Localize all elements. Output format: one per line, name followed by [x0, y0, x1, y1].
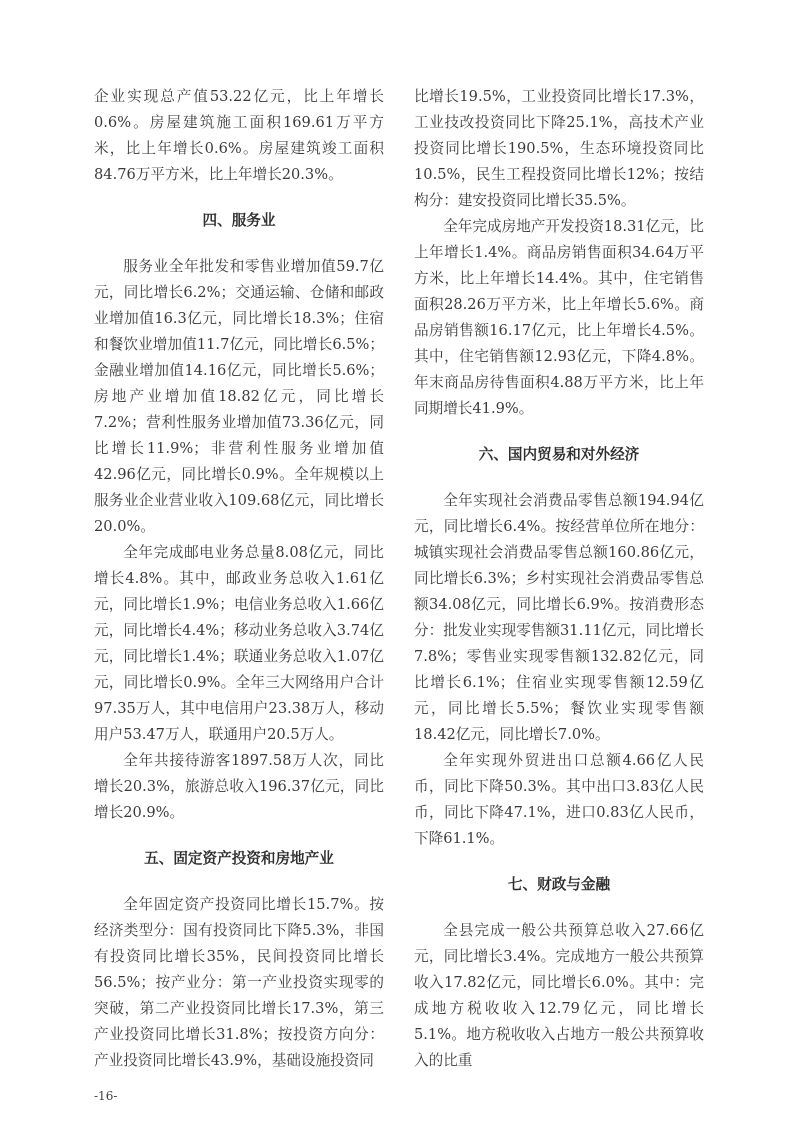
page-number: -16-: [94, 1089, 118, 1103]
section-heading-investment: 五、固定资产投资和房地产业: [144, 850, 334, 867]
paragraph-finance: 全县完成一般公共预算总收入27.66亿元，同比增长3.4%。完成地方一般公共预算收入17.82亿元，同比增长6.0%。其中：完成地方税收收入12.79亿元，同比增长5.1%。地方税收收入占地方一般公共预算收入的比重: [414, 922, 704, 1069]
paragraph-construction-continued: 企业实现总产值53.22亿元，比上年增长0.6%。房屋建筑施工面积169.61万平方米，比上年增长0.6%。房屋建筑竣工面积84.76万平方米，比上年增长20.3%。: [94, 88, 384, 183]
section-heading-finance: 七、财政与金融: [507, 876, 611, 893]
right-column: [414, 84, 704, 1074]
paragraph-services: 服务业全年批发和零售业增加值59.7亿元，同比增长6.2%；交通运输、仓储和邮政业增加值16.3亿元，同比增长18.3%；住宿和餐饮业增加值11.7亿元，同比增长6.5%；金融业增加值14.16亿元，同比增长5.6%；房地产业增加值18.82亿元，同比增长7.2%；营利性服务业增加值73.36亿元，同比增长11.9%；非营利性服务业增加值42.96亿元，同比增长0.9%。全年规模以上服务业企业营业收入109.68亿元，同比增长20.0%。: [94, 258, 384, 535]
paragraph-investment-continued: 比增长19.5%，工业投资同比增长17.3%，工业技改投资同比下降25.1%，高技术产业投资同比增长190.5%，生态环境投资同比10.5%，民生工程投资同比增长12%；按结构分：建安投资同比增长35.5%。: [414, 88, 704, 209]
paragraph-post-telecom: 全年完成邮电业务总量8.08亿元，同比增长4.8%。其中，邮政业务总收入1.61亿元，同比增长1.9%；电信业务总收入1.66亿元，同比增长4.4%；移动业务总收入3.74亿元，同比增长1.4%；联通业务总收入1.07亿元，同比增长0.9%。全年三大网络用户合计97.35万人，其中电信用户23.38万人，移动用户53.47万人，联通用户20.5万人。: [94, 544, 384, 743]
paragraph-real-estate: 全年完成房地产开发投资18.31亿元，比上年增长1.4%。商品房销售面积34.64万平方米，比上年增长14.4%。其中，住宅销售面积28.26万平方米，比上年增长5.6%。商品房销售额16.17亿元，比上年增长4.5%。其中，住宅销售额12.93亿元，下降4.8%。年末商品房待售面积4.88万平方米，比上年同期增长41.9%。: [414, 218, 704, 417]
paragraph-investment: 全年固定资产投资同比增长15.7%。按经济类型分：国有投资同比下降5.3%，非国有投资同比增长35%，民间投资同比增长56.5%；按产业分：第一产业投资实现零的突破，第二产业投资同比增长17.3%，第三产业投资同比增长31.8%；按投资方向分：产业投资同比增长43.9%，基础设施投资同: [94, 896, 384, 1069]
paragraph-tourism: 全年共接待游客1897.58万人次，同比增长20.3%，旅游总收入196.37亿元，同比增长20.9%。: [94, 752, 384, 821]
paragraph-foreign-trade: 全年实现外贸进出口总额4.66亿人民币，同比下降50.3%。其中出口3.83亿人民币，同比下降47.1%，进口0.83亿人民币，下降61.1%。: [414, 752, 704, 847]
section-heading-services: 四、服务业: [202, 212, 276, 229]
paragraph-retail: 全年实现社会消费品零售总额194.94亿元，同比增长6.4%。按经营单位所在地分：城镇实现社会消费品零售总额160.86亿元，同比增长6.3%；乡村实现社会消费品零售总额34.08亿元，同比增长6.9%。按消费形态分：批发业实现零售额31.11亿元，同比增长7.8%；零售业实现零售额132.82亿元，同比增长6.1%；住宿业实现零售额12.59亿元，同比增长5.5%；餐饮业实现零售额18.42亿元，同比增长7.0%。: [414, 492, 704, 743]
left-column: [94, 84, 384, 1074]
section-heading-trade: 六、国内贸易和对外经济: [478, 446, 640, 463]
page-footer: [94, 1088, 793, 1104]
two-column-body: [94, 84, 793, 1074]
